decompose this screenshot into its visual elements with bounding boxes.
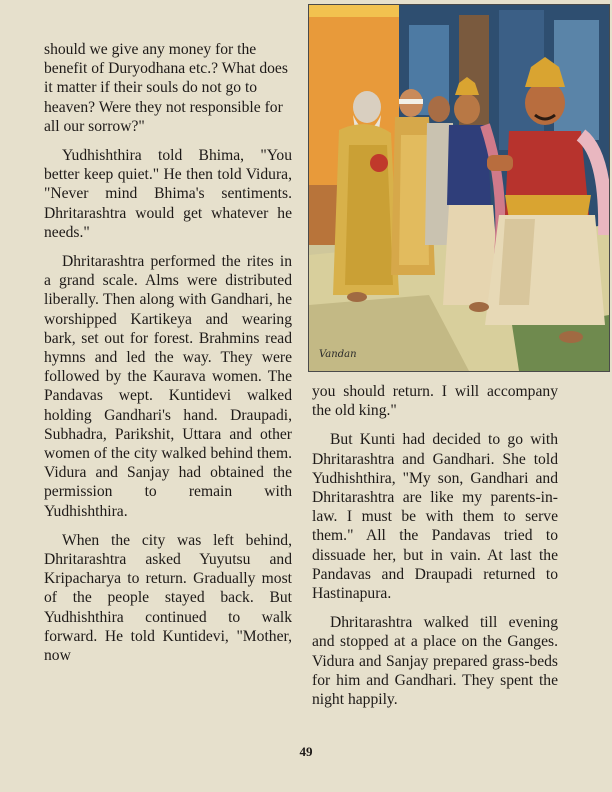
right-text-column — [312, 382, 558, 719]
page-number: 49 — [299, 744, 313, 759]
paragraph: you should return. I will accompany the old king." — [312, 383, 558, 420]
paragraph: When the city was left behind, Dhritarashtra asked Yuyutsu and Kripacharya to return. Gradually most of the people stayed back. But Yudhishthira continued to walk forward. He told Kuntidevi, "Mother, now — [44, 531, 292, 665]
paragraph: But Kunti had decided to go with Dhritarashtra and Gandhari. She told Yudhishthira, "My son, Gandhari and Dhritarashtra are like my parents-in-law. I must be with them to serve them." All the Pandavas tried to dissuade her, but in vain. At last the Pandavas and Draupadi returned to Hastinapura. — [312, 431, 558, 603]
illustration-art — [309, 5, 609, 371]
paragraph: Yudhishthira told Bhima, "You better keep quiet." He then told Vidura, "Never mind Bhima's sentiments. Dhritarashtra would get whatever he needs." — [44, 147, 292, 241]
paragraph: Dhritarashtra performed the rites in a grand scale. Alms were distributed liberally. Then along with Gandhari, he worshipped Kartikeya and wearing bark, set out for forest. Brahmins read hymns and led the way. They were followed by the Kaurava women. The Pandavas wept. Kuntidevi walked holding Gandhari's hand. Draupadi, Subhadra, Parikshit, Uttara and other women of the city walked behind them. Vidura and Sanjay had obtained the permission to remain with Yudhishthira. — [44, 253, 292, 520]
artist-signature: Vandan — [319, 349, 357, 360]
left-text-column — [44, 40, 292, 675]
story-illustration — [308, 4, 610, 372]
paragraph: should we give any money for the benefit of Duryodhana etc.? What does it matter if their souls do not go to heaven? Were they not responsible for all our sorrow?" — [44, 41, 288, 135]
paragraph: Dhritarashtra walked till evening and stopped at a place on the Ganges. Vidura and Sanjay prepared grass-beds for him and Gandhari. They spent the night happily. — [312, 614, 558, 709]
